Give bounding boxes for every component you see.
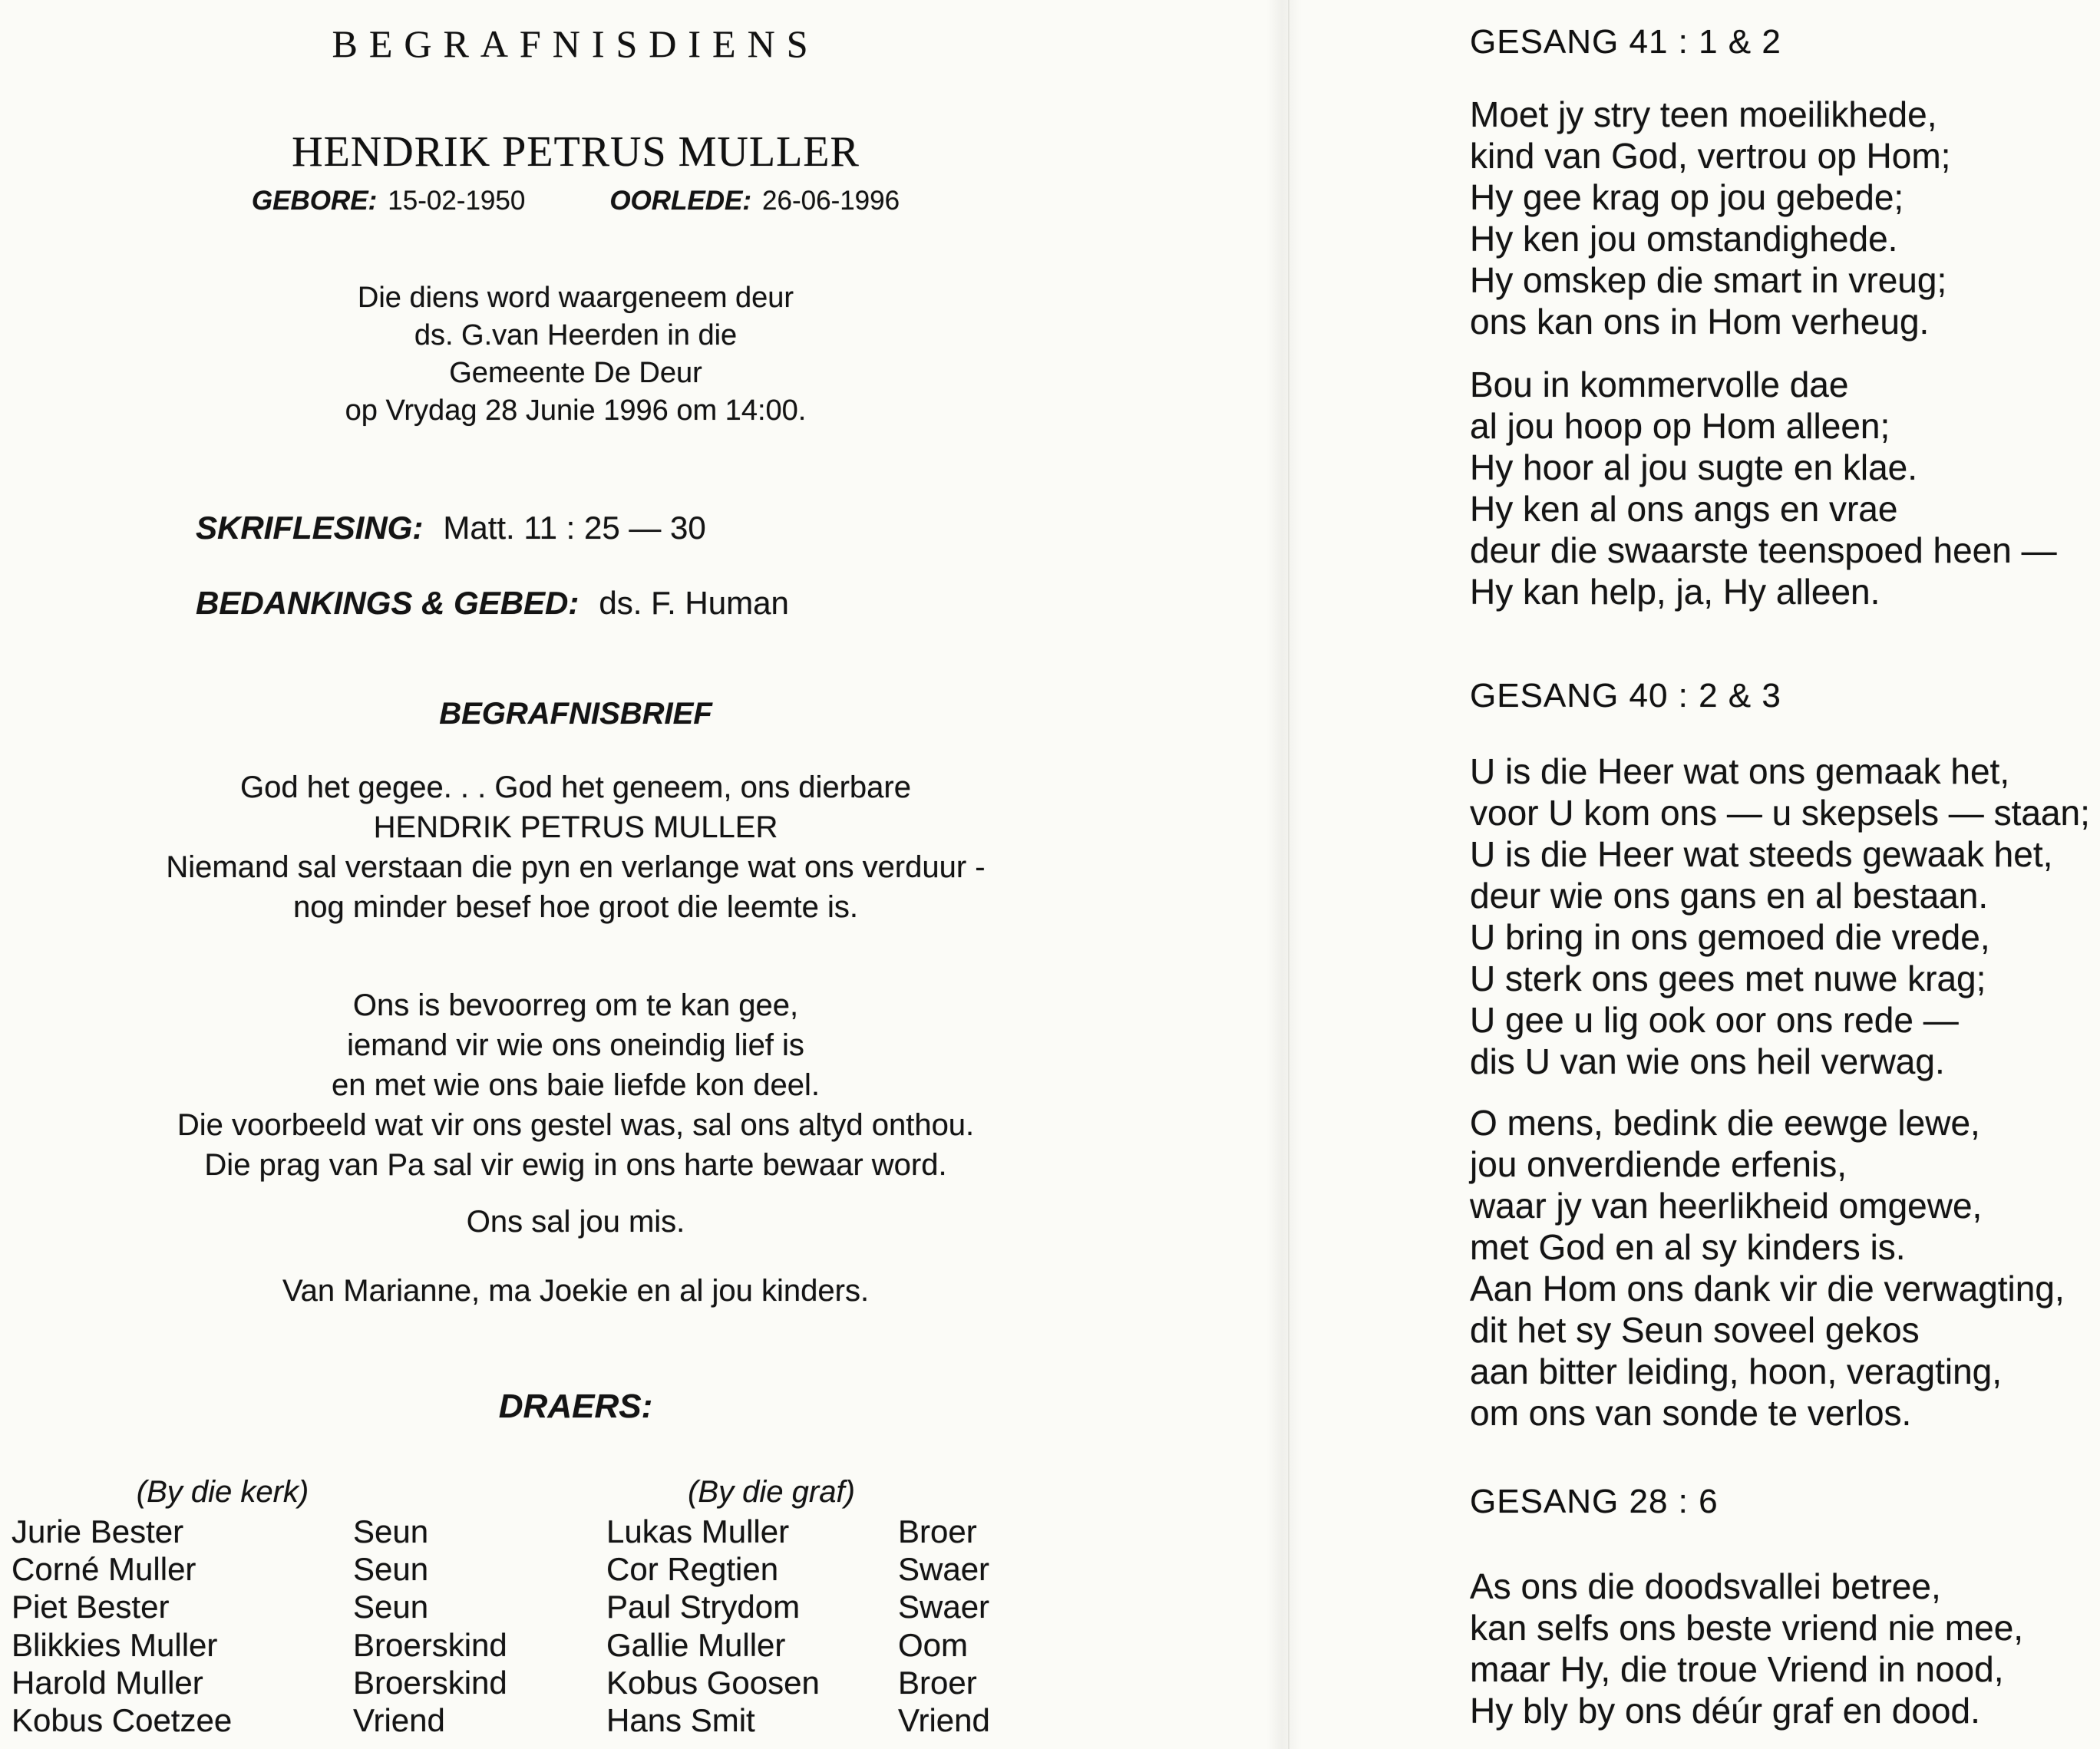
table-row (0, 1589, 1151, 1626)
grave-bearer-name: Hans Smit (606, 1702, 755, 1738)
hymn-line: Aan Hom ons dank vir die verwagting, (1470, 1269, 2065, 1308)
hymn-heading-gesang-40: GESANG 40 : 2 & 3 (1470, 677, 1781, 714)
church-bearer-relation: Seun (353, 1551, 429, 1587)
church-bearer-name: Harold Muller (12, 1665, 203, 1701)
table-row (0, 1513, 1151, 1551)
grave-bearer-name: Cor Regtien (606, 1551, 779, 1587)
hymn-line: U is die Heer wat steeds gewaak het, (1470, 834, 2053, 874)
hymn-line: dit het sy Seun soveel gekos (1470, 1310, 1920, 1350)
tribute-line: Niemand sal verstaan die pyn en verlange wat ons verduur - (166, 850, 986, 884)
hymn-stanza (1470, 1102, 2092, 1434)
hymn-heading-gesang-28: GESANG 28 : 6 (1470, 1483, 1719, 1520)
hymn-line: Bou in kommervolle dae (1470, 365, 1849, 404)
grave-bearer-relation: Oom (898, 1627, 969, 1663)
tribute-line: Ons is bevoorreg om te kan gee, (352, 988, 799, 1022)
service-line: op Vrydag 28 Junie 1996 om 14:00. (345, 394, 807, 427)
grave-bearer-name: Kobus Goosen (606, 1665, 820, 1701)
grave-bearer-name: Lukas Muller (606, 1513, 790, 1549)
grave-bearer-relation: Swaer (898, 1589, 990, 1625)
church-bearer-name: Kobus Coetzee (12, 1702, 233, 1738)
grave-bearer-name: Gallie Muller (606, 1627, 786, 1663)
pallbearers-heading: DRAERS: (498, 1388, 653, 1425)
hymn-line: U is die Heer wat ons gemaak het, (1470, 751, 2010, 791)
vitals-row (0, 186, 1151, 216)
hymn-line: om ons van sonde te verlos. (1470, 1393, 1912, 1433)
hymn-line: U bring in ons gemoed die vrede, (1470, 917, 1990, 957)
tribute-line: iemand vir wie ons oneindig lief is (347, 1028, 804, 1062)
born-label: GEBORE: (251, 186, 378, 216)
church-bearer-relation: Broerskind (353, 1627, 507, 1663)
hymn-line: dis U van wie ons heil verwag. (1470, 1041, 1945, 1081)
grave-column-header: (By die graf) (688, 1475, 855, 1509)
hymn-line: As ons die doodsvallei betree, (1470, 1566, 1941, 1606)
grave-bearer-relation: Broer (898, 1665, 977, 1701)
hymn-line: deur wie ons gans en al bestaan. (1470, 876, 1989, 916)
hymn-line: met God en al sy kinders is. (1470, 1227, 1906, 1267)
church-bearer-name: Piet Bester (12, 1589, 170, 1625)
service-line: Gemeente De Deur (449, 357, 702, 389)
born-group (252, 186, 525, 216)
hymn-stanza (1470, 364, 2092, 612)
tribute-line: en met wie ons baie liefde kon deel. (332, 1068, 820, 1102)
family-line: Van Marianne, ma Joekie en al jou kinders. (282, 1274, 870, 1308)
grave-bearer-relation: Vriend (898, 1702, 990, 1738)
grave-bearer-relation: Swaer (898, 1551, 990, 1587)
scripture-reading-value: Matt. 11 : 25 — 30 (443, 510, 706, 546)
thanks-prayer-row (196, 585, 789, 622)
funeral-letter-heading: BEGRAFNISBRIEF (439, 697, 712, 731)
table-row (0, 1702, 1151, 1740)
church-bearer-name: Blikkies Muller (12, 1627, 218, 1663)
hymn-line: waar jy van heerlikheid omgewe, (1470, 1186, 1983, 1226)
scripture-reading-row (196, 510, 706, 546)
hymn-line: Hy omskep die smart in vreug; (1470, 260, 1947, 300)
hymn-line: O mens, bedink die eewge lewe, (1470, 1103, 1980, 1143)
hymn-line: Hy ken al ons angs en vrae (1470, 489, 1898, 529)
church-bearer-relation: Seun (353, 1589, 429, 1625)
hymn-stanza (1470, 751, 2092, 1082)
church-bearer-name: Corné Muller (12, 1551, 196, 1587)
right-page (1470, 0, 2092, 1749)
hymn-line: deur die swaarste teenspoed heen — (1470, 530, 2057, 570)
died-group (609, 186, 900, 216)
tribute-line: Die voorbeeld wat vir ons gestel was, sal ons altyd onthou. (177, 1108, 975, 1142)
church-bearer-relation: Seun (353, 1513, 429, 1549)
hymn-line: Hy ken jou omstandighede. (1470, 219, 1898, 259)
hymn-line: U sterk ons gees met nuwe krag; (1470, 959, 1986, 998)
hymn-line: U gee u lig ook oor ons rede — (1470, 1000, 1959, 1040)
church-bearer-relation: Broerskind (353, 1665, 507, 1701)
grave-bearer-relation: Broer (898, 1513, 977, 1549)
hymn-line: Moet jy stry teen moeilikhede, (1470, 94, 1937, 134)
hymn-line: Hy kan help, ja, Hy alleen. (1470, 572, 1880, 612)
tribute-paragraph-2 (0, 985, 1151, 1185)
hymn-line: ons kan ons in Hom verheug. (1470, 302, 1930, 342)
tribute-paragraph-1 (0, 767, 1151, 927)
church-bearer-relation: Vriend (353, 1702, 445, 1738)
page-title: BEGRAFNISDIENS (332, 22, 820, 65)
scripture-reading-label: SKRIFLESING: (196, 510, 424, 546)
hymn-line: kind van God, vertrou op Hom; (1470, 136, 1951, 176)
hymn-line: Hy bly by ons déúr graf en dood. (1470, 1691, 1980, 1731)
died-label: OORLEDE: (609, 186, 752, 216)
tribute-line: HENDRIK PETRUS MULLER (373, 810, 778, 844)
service-line: Die diens word waargeneem deur (357, 282, 794, 314)
service-details (0, 279, 1151, 430)
hymn-line: aan bitter leiding, hoon, veragting, (1470, 1351, 2003, 1391)
hymn-line: Hy gee krag op jou gebede; (1470, 177, 1904, 217)
thanks-prayer-value: ds. F. Human (599, 585, 789, 621)
table-row (0, 1665, 1151, 1702)
page-fold-shadow (1266, 0, 1302, 1749)
hymn-line: maar Hy, die troue Vriend in nood, (1470, 1649, 2004, 1689)
hymn-line: Hy hoor al jou sugte en klae. (1470, 447, 1918, 487)
tribute-line: nog minder besef hoe groot die leemte is. (293, 890, 858, 924)
service-line: ds. G.van Heerden in die (414, 319, 738, 351)
hymn-stanza (1470, 94, 2092, 342)
grave-bearer-name: Paul Strydom (606, 1589, 801, 1625)
born-date: 15-02-1950 (388, 186, 526, 216)
church-column-header: (By die kerk) (136, 1475, 309, 1509)
pallbearers-table (0, 1475, 1151, 1749)
church-bearer-name: Jurie Bester (12, 1513, 184, 1549)
hymn-heading-gesang-41: GESANG 41 : 1 & 2 (1470, 23, 1781, 61)
table-row (0, 1551, 1151, 1589)
hymn-line: voor U kom ons — u skepsels — staan; (1470, 793, 2090, 833)
deceased-name: HENDRIK PETRUS MULLER (292, 128, 860, 176)
miss-you-line: Ons sal jou mis. (466, 1205, 685, 1239)
hymn-line: kan selfs ons beste vriend nie mee, (1470, 1608, 2024, 1648)
tribute-line: Die prag van Pa sal vir ewig in ons harte bewaar word. (204, 1148, 947, 1182)
tribute-line: God het gegee. . . God het geneem, ons dierbare (240, 771, 911, 804)
hymn-stanza (1470, 1566, 2092, 1731)
table-row (0, 1627, 1151, 1665)
died-date: 26-06-1996 (762, 186, 900, 216)
page-fold-line (1288, 0, 1289, 1749)
hymn-line: al jou hoop op Hom alleen; (1470, 406, 1890, 446)
thanks-prayer-label: BEDANKINGS & GEBED: (196, 585, 579, 621)
hymn-line: jou onverdiende erfenis, (1470, 1144, 1847, 1184)
